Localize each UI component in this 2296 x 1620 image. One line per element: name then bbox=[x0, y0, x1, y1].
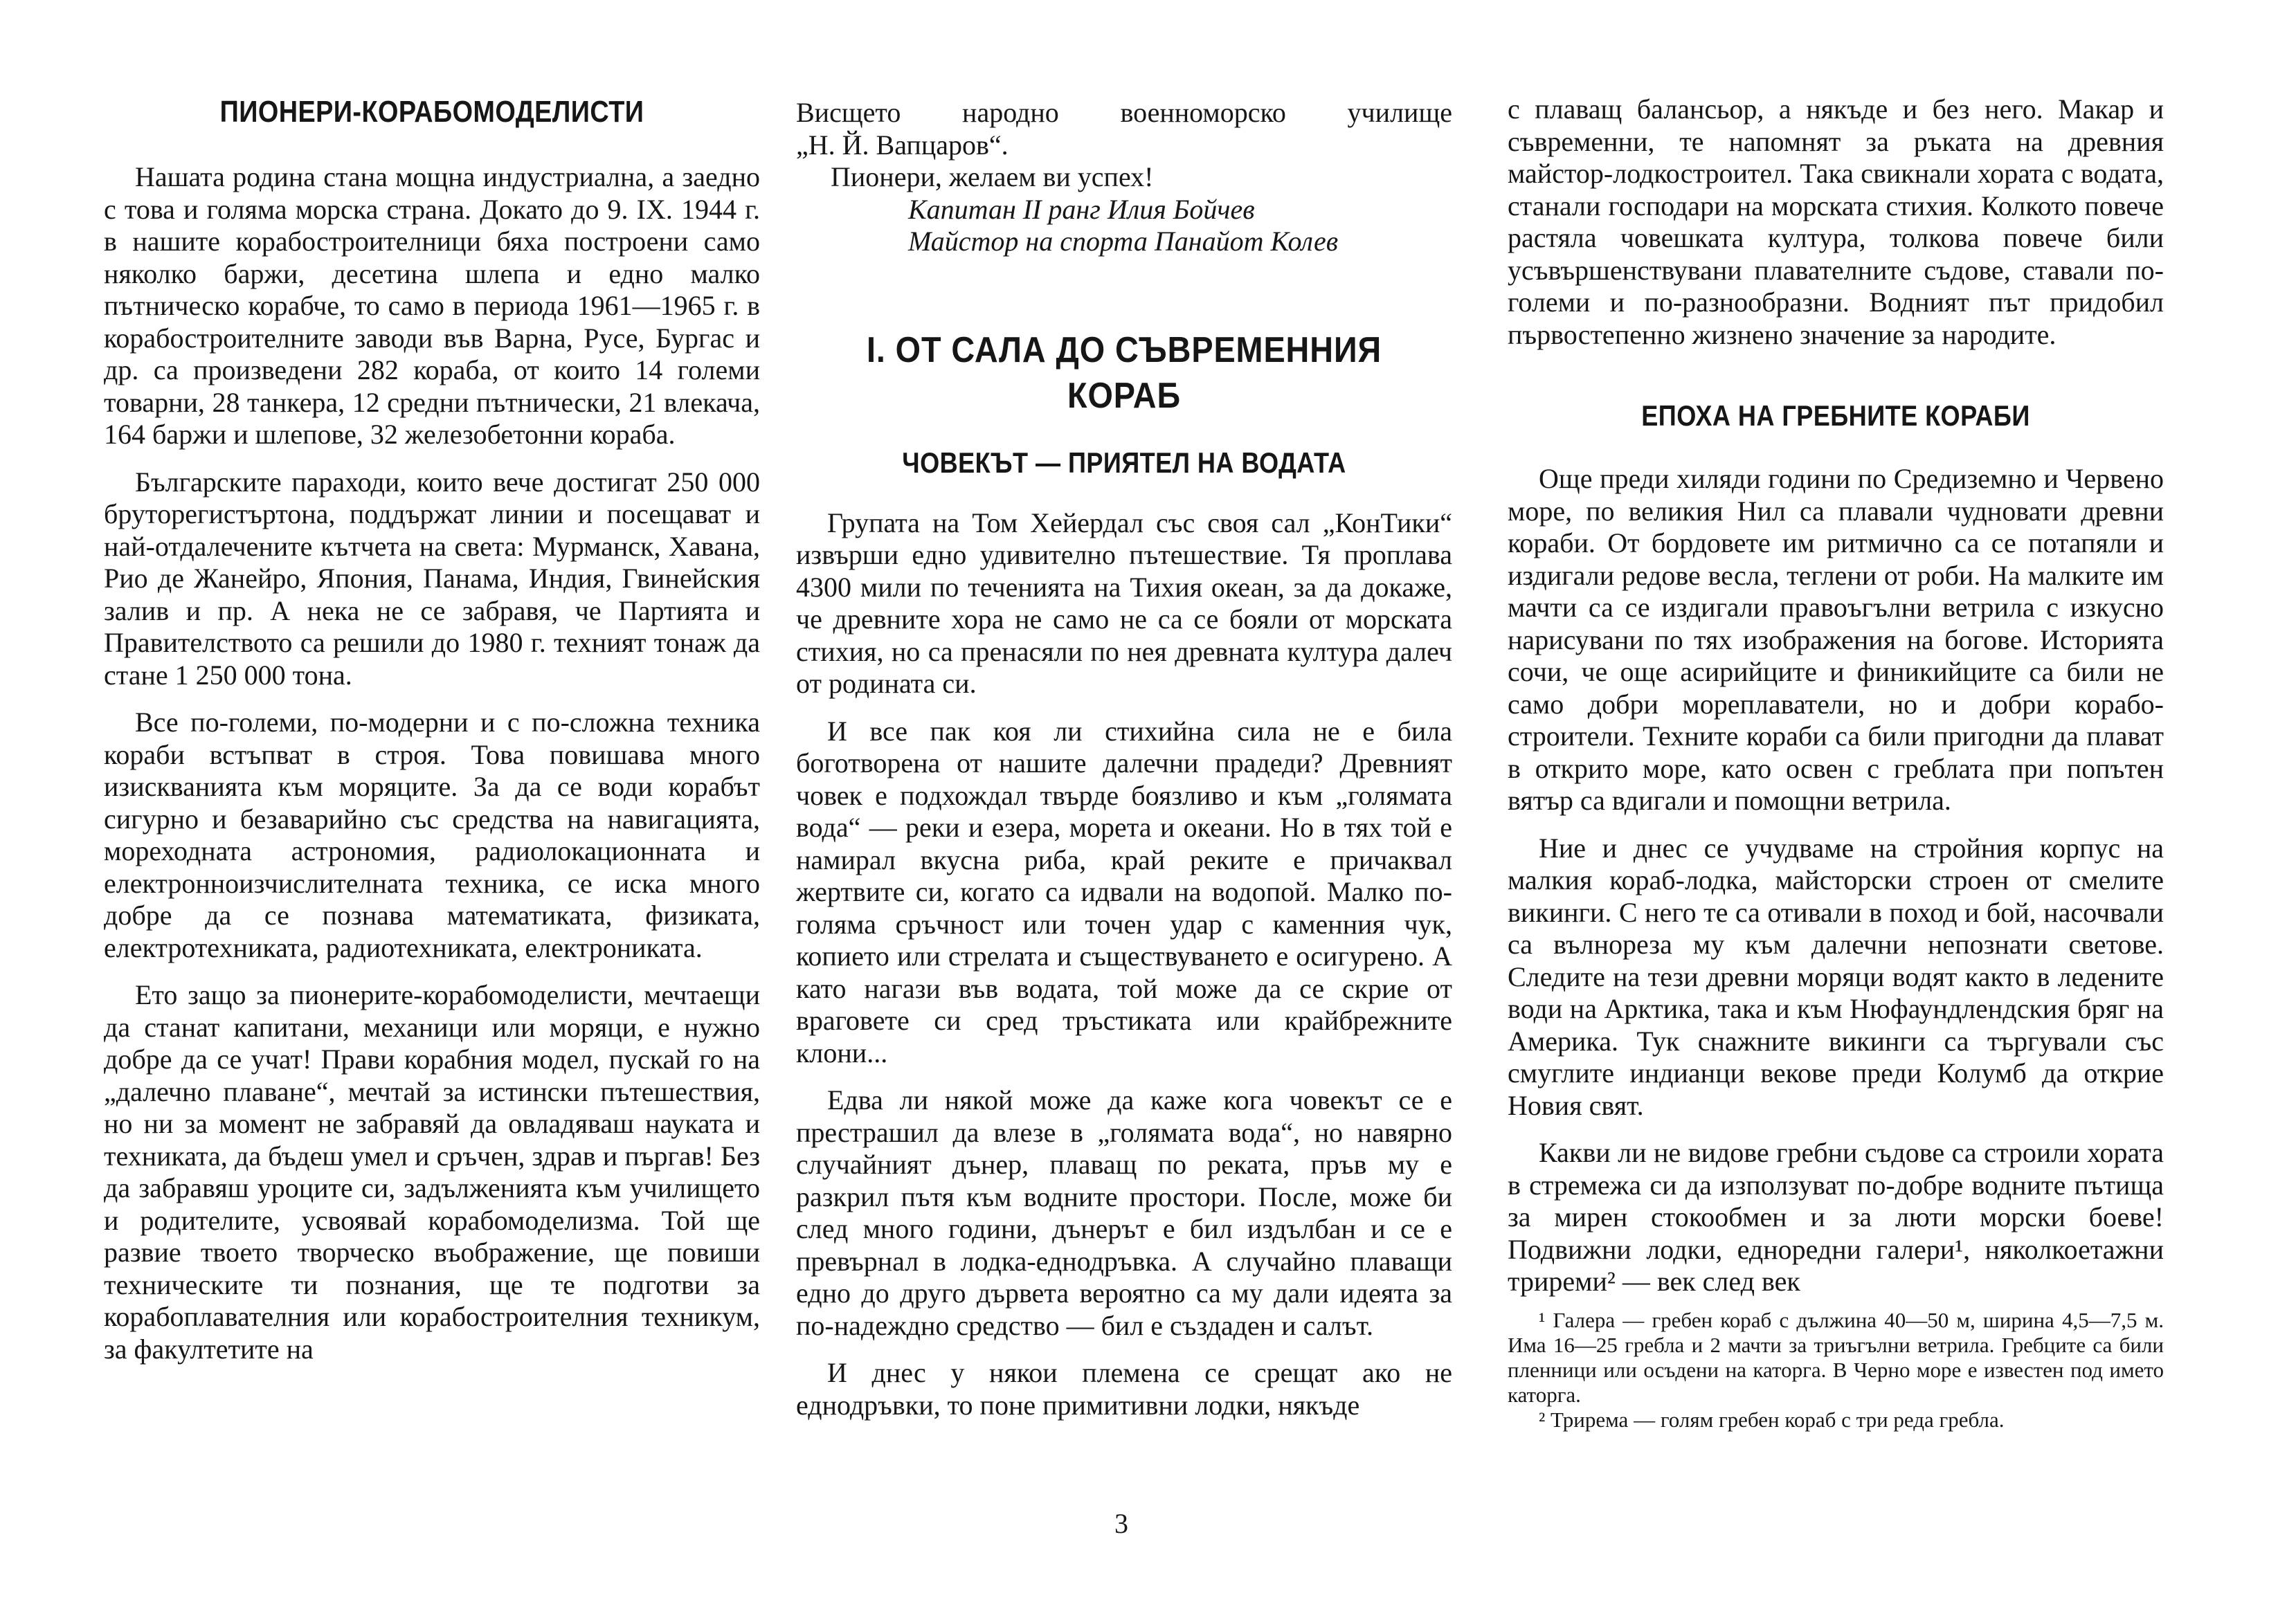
paragraph: Какви ли не видове гребни съдове са строили хората в стремежа си да използуват по-добре водните пътища за мирен стокообмен и за люти морски боеве! Подвижни лодки, еднoредни галери¹, няколкоетажни триреми² — век след век bbox=[1508, 1137, 2164, 1297]
chapter-title-line: I. ОТ САЛА ДО СЪВРЕМЕННИЯ bbox=[866, 329, 1382, 370]
paragraph: И днес у някои племена се срещат ако не еднодръвки, то поне примитивни лодки, някъде bbox=[796, 1357, 1452, 1421]
paragraph: Българските параходи, които вече достигат 250 000 брутoрегистъртона, поддържат линии и посещават и най-отдалечените кътчета на света: Мурманск, Хавана, Рио де Жанейро, Япония, Панама, Индия, Гвинейския залив и пр. А нека не се забравя, че Партията и Правителството са решили до 1980 г. техният тонаж да стане 1 250 000 тона. bbox=[104, 466, 760, 691]
paragraph: Нашата родина стана мощна индустриална, а заедно с това и голяма морска страна. Докато до 9. IX. 1944 г. в нашите корабостроителници бяха построени само няколко баржи, десетина шлепа и едно малко пътническо корабче, то само в периода 1961—1965 г. в корабостроителните заводи във Варна, Русе, Бургас и др. са произведени 282 кораба, от които 14 големи товарни, 28 танкера, 12 средни пътнически, 21 влекача, 164 баржи и шлепове, 32 железобетонни кораба. bbox=[104, 161, 760, 450]
column-left bbox=[104, 87, 760, 1365]
paragraph: Все по-големи, по-модерни и с по-сложна техника кораби встъпват в строя. Това повишава много изискванията към моряците. За да се води корабът сигурно и безаварийно със средства на навигацията, мореходната астрономия, радиолокационната и електронноизчислителната техника, се иска много добре да се познава математиката, физиката, електротехниката, радиотехниката, електрониката. bbox=[104, 707, 760, 963]
paragraph: Едва ли някой може да каже кога човекът се е престрашил да влезе в „голямата вода“, но навярно случайният дънер, плаващ по реката, пръв му е разкрил пътя към водните простори. После, може би след много години, дънерът е бил издълбан и се е превърнал в лодка-еднодръвка. А случайно плаващи едно до друго дървета вероятно са му дали идеята за по-надеждно средство — бил е създаден и салът. bbox=[796, 1084, 1452, 1341]
chapter-title-line: КОРАБ bbox=[1067, 375, 1181, 416]
footnotes bbox=[1508, 1308, 2164, 1432]
signature: Капитан II ранг Илия Бойчев bbox=[908, 193, 1255, 225]
paragraph: Още преди хиляди години по Средиземно и Червено море, по великия Нил са плавали чудновати древни кораби. От бордовете им ритмично са се потапяли и издигали редове весла, теглени от роби. На малките им мачти са се издигали правоъгълни ветрила с изкусно нарисувани по тях изображения на богове. Историята сочи, че още асирийците и финикийците са били не само добри мореплаватели, но и добри корабостроители. Техните кораби са били пригодни да плават в открито море, като освен с греблата при попътен вятър са вдигали и помощни ветрила. bbox=[1508, 463, 2164, 816]
paragraph: И все пак коя ли стихийна сила не е била боготворена от нашите далечни прадеди? Древният човек е подхождал твърде боязливо и към „голямата вода“ — реки и езера, морета и океани. Но в тях той е намирал вкусна риба, край реките е причаквал жертвите си, когато са идвали на водопой. Малко по-голяма сръчност или точен удар с каменния чук, копието или стрелата и съществуването е осигурено. А като нагази във водата, той може да се скрие от враговете си сред тръстиката или крайбрежните клони... bbox=[796, 715, 1452, 1068]
column-right bbox=[1508, 87, 2164, 1432]
page-number: 3 bbox=[1114, 1508, 1128, 1539]
footnote: ¹ Галера — гребен кораб с дължина 40—50 м, ширина 4,5—7,5 м. Има 16—25 гребла и 2 мачти за триъгълни ветрила. Гребците са били пленници или осъдени на каторга. В Черно море е известен под името каторга. bbox=[1508, 1307, 2164, 1407]
chapter-title bbox=[829, 327, 1419, 419]
paragraph: Ние и днес се учудваме на стройния корпус на малкия кораб-лодка, майсторски строен от смелите викинги. С него те са отивали в поход и бой, насочвали са вълнореза му към далечни непознати светове. Следите на тези древни моряци водят както в ледените води на Арктика, така и към Нюфаундлендския бряг на Америка. Тук снажните викинги са търгували със смуглите индианци векове преди Колумб да открие Новия свят. bbox=[1508, 832, 2164, 1121]
intro-line: „Н. Й. Вапцаров“. bbox=[796, 129, 1009, 161]
paragraph: Групата на Том Хейердал със своя сал „КонТики“ извърши едно удивително пътешествие. Тя проплава 4300 мили по теченията на Тихия океан, за да докаже, че древните хора не само не са се бояли от морската стихия, но са пренасяли по нея древната култура далеч от родината си. bbox=[796, 507, 1452, 699]
wish-line: Пионери, желаем ви успех! bbox=[831, 161, 1154, 192]
paragraph: Ето защо за пионерите-корабомоделисти, мечтаещи да станат капитани, механици или моряци, е нужно добре да се учат! Прави корабния модел, пускай го на „далечно плаване“, мечтай за истински пътешествия, но ни за момент не забравяй да овладяваш науката и техниката, да бъдеш умел и сръчен, здрав и пъргав! Без да забравяш уроците си, задълженията към училището и родителите, усвоявай корабомоделизма. Той ще развие твоето творческо въображение, ще повиши техническите ти познания, ще те подготви за корабоплавателния или корабостроителния техникум, за факултетите на bbox=[104, 979, 760, 1365]
intro-line: Висщето народно военноморско училище bbox=[796, 97, 1452, 128]
signature: Майстор на спорта Панайот Колев bbox=[908, 226, 1339, 257]
subheading: ЧОВЕКЪТ — ПРИЯТЕЛ НА ВОДАТА bbox=[902, 446, 1346, 479]
section-heading-rowing-ships: ЕПОХА НА ГРЕБНИТЕ КОРАБИ bbox=[1641, 399, 2030, 432]
paragraph: с плаващ балансьор, а някъде и без него. Макар и съвременни, те напомнят за ръката на древния майстор-лодкостроител. Така свикнали хората с водата, станали господари на морската стихия. Колкото повече растяла човешката култура, толкова повече били усъвършенствувани плавателните съдове, ставали по-големи и по-разнообразни. Водният път придобил първостепенно жизнено значение за народите. bbox=[1508, 93, 2164, 350]
footnote: ² Трирема — голям гребен кораб с три реда гребла. bbox=[1539, 1407, 2005, 1432]
section-heading-pioneers: ПИОНЕРИ-КОРАБОМОДЕЛИСТИ bbox=[219, 95, 644, 129]
chapter-title-block bbox=[796, 327, 1452, 419]
column-middle bbox=[796, 87, 1452, 1421]
